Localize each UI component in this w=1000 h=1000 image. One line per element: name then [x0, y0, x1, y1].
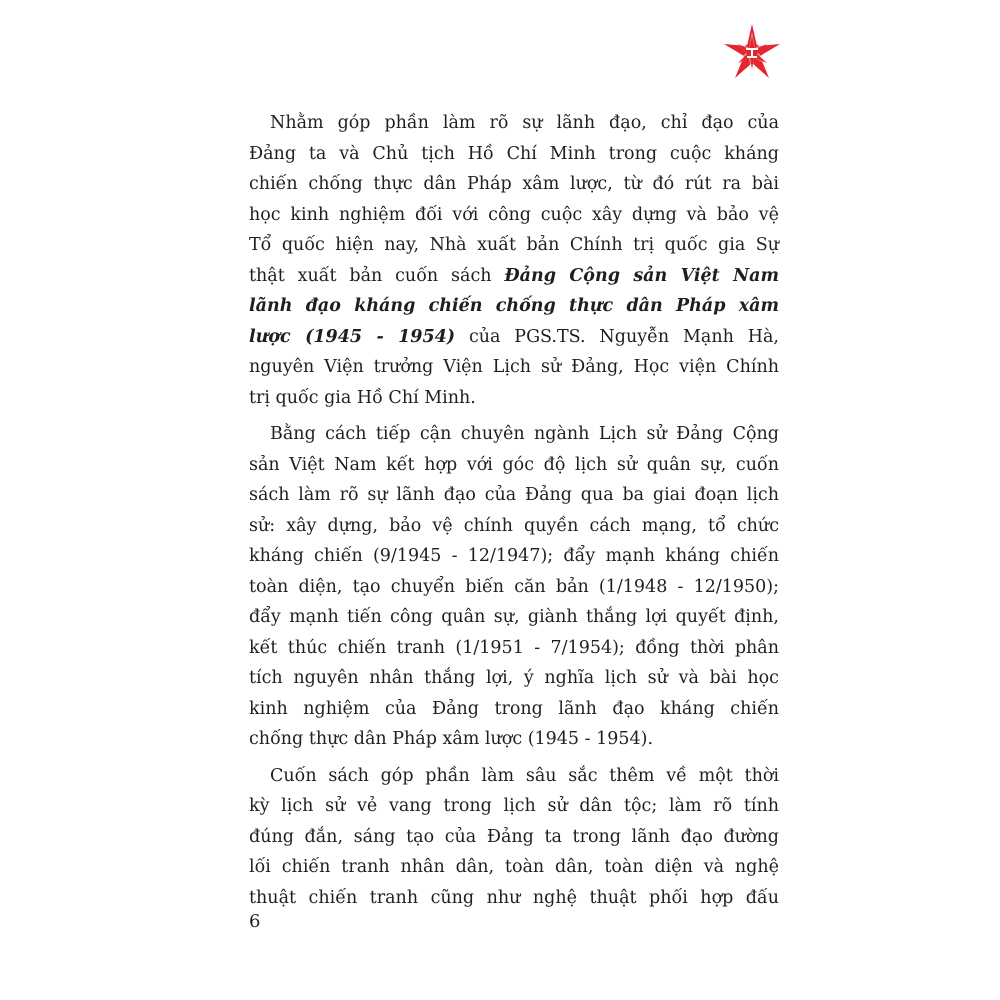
text-line: kinh nghiệm của Đảng trong lãnh đạo kháng chiến: [249, 698, 779, 719]
text-line: kỳ lịch sử vẻ vang trong lịch sử dân tộc; làm rõ tính: [249, 796, 779, 816]
red-star-book-icon: [722, 22, 782, 82]
text-line: toàn diện, tạo chuyển biến căn bản (1/1948 - 12/1950);: [249, 576, 779, 597]
text-line: học kinh nghiệm đối với công cuộc xây dựng và bảo vệ: [249, 204, 779, 225]
text-line: lối chiến tranh nhân dân, toàn dân, toàn diện và nghệ: [249, 857, 779, 877]
text-line: đẩy mạnh tiến công quân sự, giành thắng lợi quyết định,: [249, 607, 779, 627]
text-line: chiến chống thực dân Pháp xâm lược, từ đó rút ra bài: [249, 174, 779, 194]
text-line: sử: xây dựng, bảo vệ chính quyền cách mạng, tổ chức: [249, 515, 779, 536]
text-line: [249, 322, 779, 353]
text-line: sản Việt Nam kết hợp với góc độ lịch sử quân sự, cuốn: [249, 454, 779, 475]
body-text: [249, 108, 779, 913]
text-line: Nhằm góp phần làm rõ sự lãnh đạo, chỉ đạo của: [270, 113, 779, 133]
text-line: Cuốn sách góp phần làm sâu sắc thêm về một thời: [270, 765, 779, 786]
text-line: nguyên Viện trưởng Viện Lịch sử Đảng, Học viện Chính: [249, 357, 779, 377]
publisher-logo: [722, 22, 782, 82]
text-line: đúng đắn, sáng tạo của Đảng ta trong lãnh đạo đường: [249, 826, 779, 847]
book-title-segment: lược (1945 - 1954): [249, 326, 456, 347]
text-line: Tổ quốc hiện nay, Nhà xuất bản Chính trị quốc gia Sự: [249, 235, 779, 255]
book-title-segment: Đảng Cộng sản Việt Nam: [504, 265, 779, 286]
text-line: trị quốc gia Hồ Chí Minh.: [249, 387, 476, 408]
page-number: 6: [249, 911, 261, 932]
text-line: tích nguyên nhân thắng lợi, ý nghĩa lịch sử và bài học: [249, 668, 779, 688]
text-line: Đảng ta và Chủ tịch Hồ Chí Minh trong cuộc kháng: [249, 143, 779, 164]
text-line: chống thực dân Pháp xâm lược (1945 - 1954).: [249, 729, 654, 749]
text-line: kết thúc chiến tranh (1/1951 - 7/1954); đồng thời phân: [249, 637, 779, 658]
text-line: Bằng cách tiếp cận chuyên ngành Lịch sử Đảng Cộng: [270, 424, 779, 444]
text-segment: của PGS.TS. Nguyễn Mạnh Hà,: [455, 326, 779, 347]
text-segment: thật xuất bản cuốn sách: [249, 265, 492, 286]
book-title-line: lãnh đạo kháng chiến chống thực dân Pháp xâm: [249, 296, 779, 316]
text-line: thuật chiến tranh cũng như nghệ thuật phối hợp đấu: [249, 887, 779, 908]
text-line: kháng chiến (9/1945 - 12/1947); đẩy mạnh kháng chiến: [249, 546, 779, 566]
text-line: sách làm rõ sự lãnh đạo của Đảng qua ba giai đoạn lịch: [249, 485, 779, 505]
text-line: [249, 261, 779, 292]
